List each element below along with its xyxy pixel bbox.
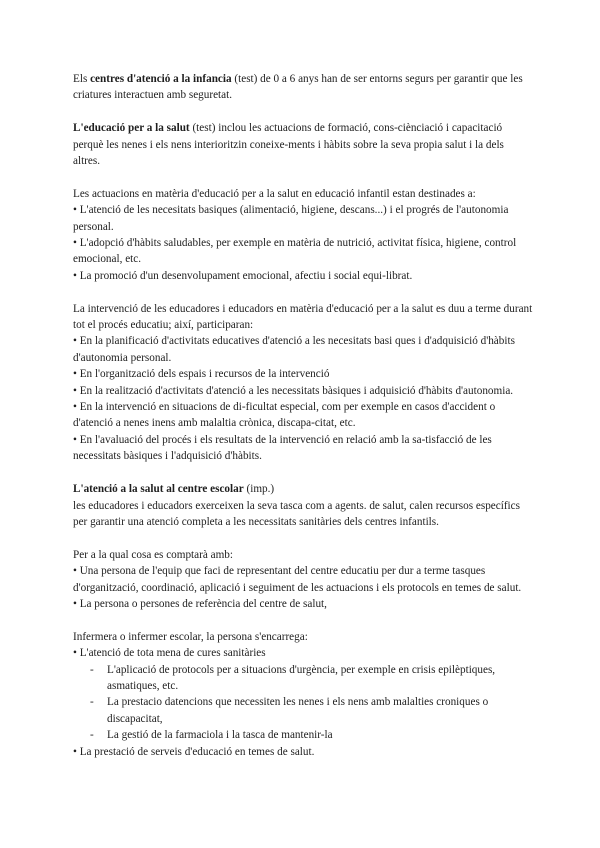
dash-marker: - (90, 696, 94, 709)
intervention-lead: La intervenció de les educadores i educadors en matèria d'educació per a la salut es duu a terme durant tot el procés educatiu; així, participaran: (73, 302, 533, 332)
count-lead: Per a la qual cosa es comptarà amb: (73, 548, 233, 561)
dash-marker: - (90, 663, 94, 676)
list-item: • L'atenció de les necesitats basiques (alimentació, higiene, descans...) i el progrés de l'autonomia personal. (73, 204, 509, 233)
school-body: les educadores i educadors exerceixen la seva tasca com a agents. de salut, calen recursos específics per garantir una atenció completa a les necessitats sanitàries dels centres infantils. (73, 499, 520, 528)
school-term: L'atenció a la salut al centre escolar (73, 483, 244, 496)
list-item: • La prestació de serveis d'educació en temes de salut. (73, 745, 315, 758)
list-item: • En la intervenció en situacions de di-ficultat especial, com per exemple en casos d'accident o d'atenció a nenes inens amb malaltia crònica, discapa-citat, etc. (73, 401, 496, 430)
list-item: • En l'organització dels espais i recursos de la intervenció (73, 368, 330, 381)
education-term: L'educació per a la salut (73, 122, 190, 135)
list-item: • L'adopció d'hàbits saludables, per exemple en matèria de nutrició, activitat física, higiene, control emocional, etc. (73, 237, 517, 266)
education-paragraph: L'educació per a la salut (test) inclou les actuacions de formació, cons-ciènciació i capacitació perquè les nenes i els nens interioritzin coneixe-ments i hàbits sobre la seva propia salut i la dels altres. (73, 122, 504, 168)
list-item: • Una persona de l'equip que faci de representant del centre educatiu per dur a terme tasques d'organització, coordinació, aplicació i seguiment de les actuacions i els protocols en temes de salut. (73, 565, 522, 594)
list-item: • En la realització d'activitats d'atenció a les necessitats bàsiques i adquisició d'hàbits d'autonomia. (73, 384, 514, 397)
sub-list-item: - La prestacio datencions que necessiten les nenes i els nens amb malalties croniques o discapacitat, (90, 696, 489, 725)
nurse-lead: Infermera o infermer escolar, la persona s'encarrega: (73, 630, 308, 643)
list-item: • La persona o persones de referència del centre de salut, (73, 597, 327, 610)
intro-term: centres d'atenció a la infancia (90, 73, 232, 85)
actions-lead: Les actuacions en matèria d'educació per a la salut en educació infantil estan destinades a: (73, 187, 476, 200)
list-item: • La promoció d'un desenvolupament emocional, afectiu i social equi-librat. (73, 269, 413, 282)
school-heading: L'atenció a la salut al centre escolar (imp.) (73, 483, 275, 496)
intro-paragraph: Els centres d'atenció a la infancia (test) de 0 a 6 anys han de ser entorns segurs per garantir que les criatures interactuen amb seguretat. (73, 73, 523, 102)
sub-list-item: - La gestió de la farmaciola i la tasca de mantenir-la (73, 727, 533, 743)
list-item: • En l'avaluació del procés i els resultats de la intervenció en relació amb la sa-tisfacció de les necessitats bàsiques i l'adquisició d'hàbits. (73, 433, 492, 463)
list-item: • En la planificació d'activitats educatives d'atenció a les necesitats basi ques i d'adquisició d'hàbits d'autonomia personal. (73, 335, 515, 364)
list-item: • L'atenció de tota mena de cures sanitàries (73, 647, 266, 660)
dash-marker: - (90, 729, 94, 742)
document-page (73, 71, 533, 760)
sub-list-item: - L'aplicació de protocols per a situacions d'urgència, per exemple en crisis epilèptiques, asmatiques, etc. (90, 663, 496, 692)
